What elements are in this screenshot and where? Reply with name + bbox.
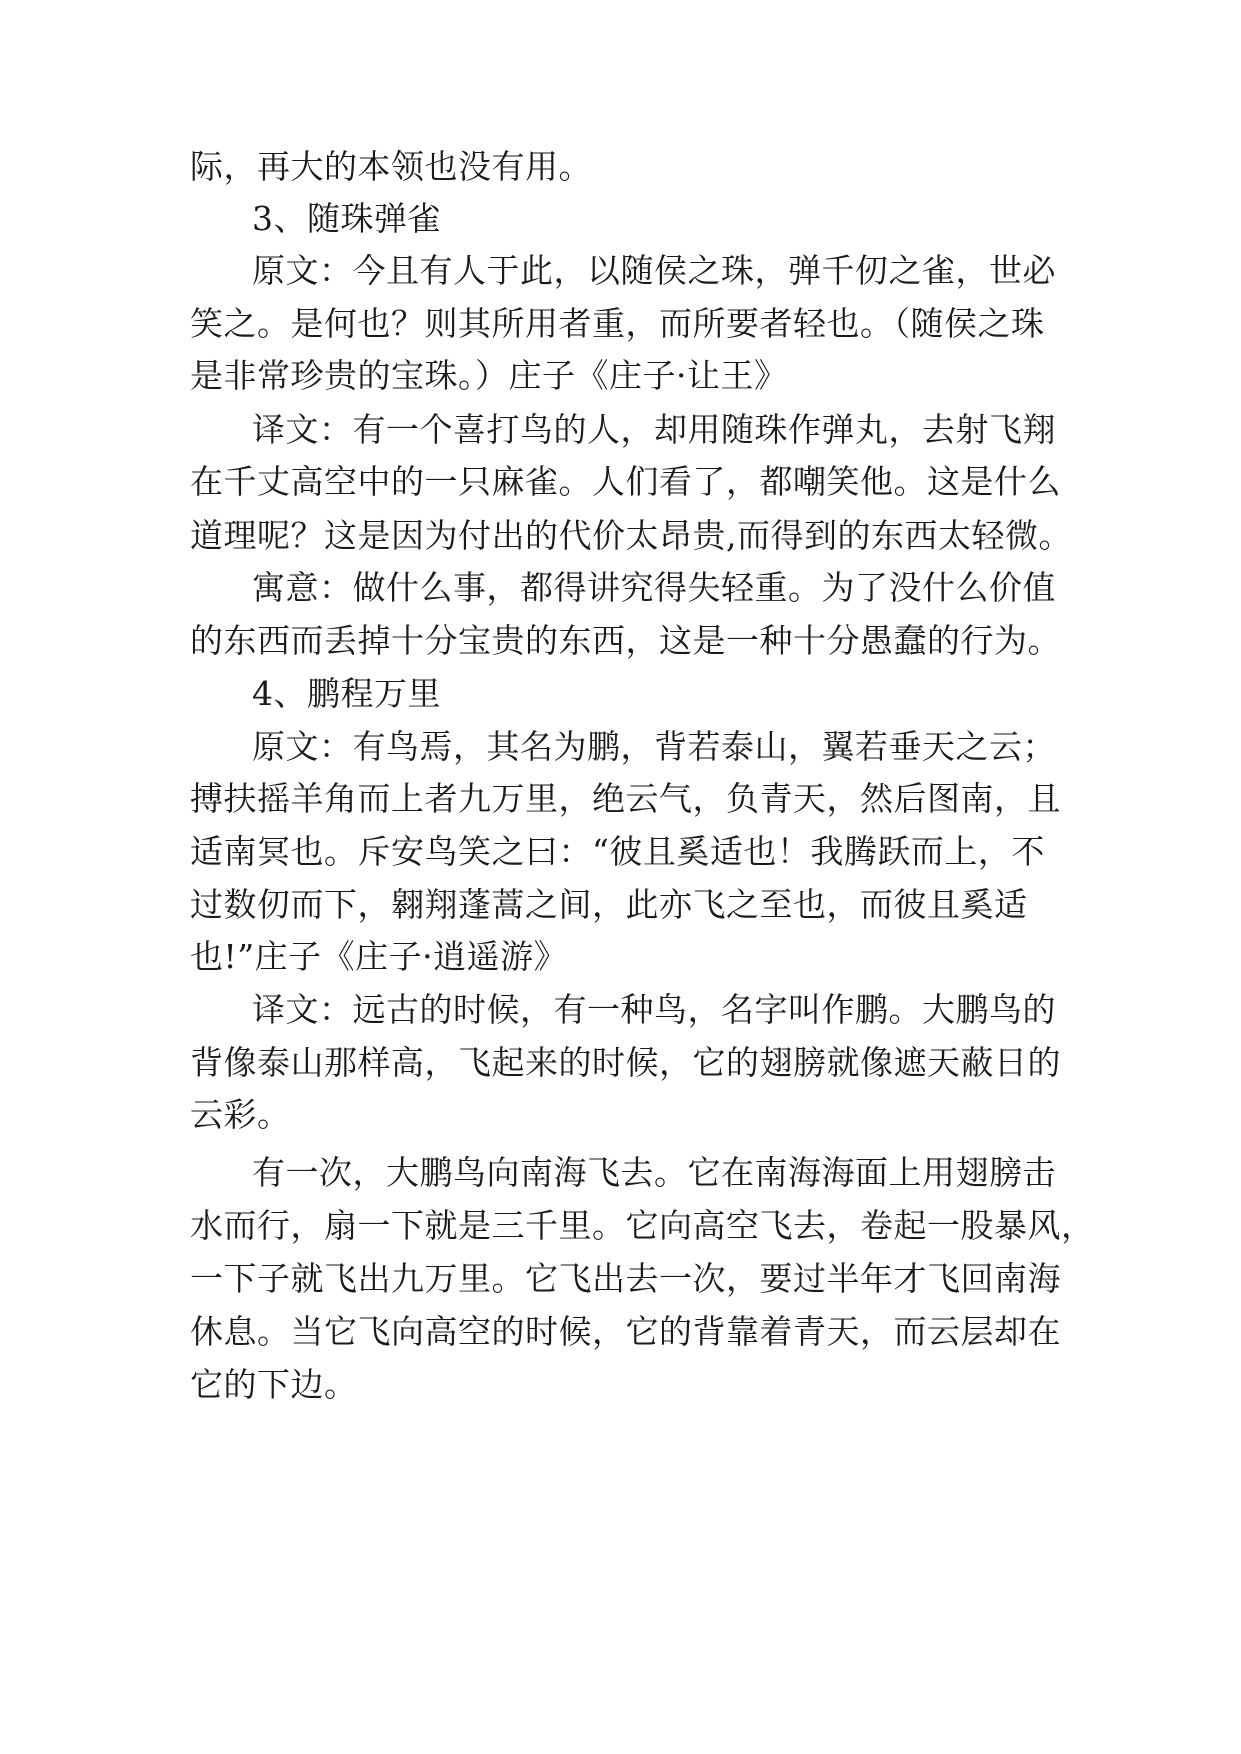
paragraph-line: 过数仞而下，翱翔蓬蒿之间，此亦飞之至也，而彼且奚适 [190, 885, 1028, 924]
paragraph-line: 水而行，扇一下就是三千里。它向高空飞去，卷起一股暴风， [190, 1206, 1095, 1245]
paragraph-line: 云彩。 [190, 1095, 291, 1134]
paragraph-line: 译文：远古的时候，有一种鸟，名字叫作鹏。大鹏鸟的 [252, 990, 1056, 1029]
paragraph-line: 在千丈高空中的一只麻雀。人们看了，都嘲笑他。这是什么 [190, 462, 1061, 501]
paragraph-line: 搏扶摇羊角而上者九万里，绝云气，负青天，然后图南，且 [190, 779, 1061, 818]
paragraph-line: 译文：有一个喜打鸟的人，却用随珠作弹丸，去射飞翔 [252, 410, 1056, 449]
paragraph-line: 的东西而丢掉十分宝贵的东西，这是一种十分愚蠢的行为。 [190, 621, 1061, 660]
paragraph-line: 有一次，大鹏鸟向南海飞去。它在南海海面上用翅膀击 [252, 1153, 1056, 1192]
paragraph-line: 道理呢？这是因为付出的代价太昂贵,而得到的东西太轻微。 [190, 516, 1072, 555]
section-heading: 4、鹏程万里 [252, 674, 441, 713]
paragraph-line: 也!”庄子《庄子·逍遥游》 [190, 937, 568, 976]
paragraph-line: 一下子就飞出九万里。它飞出去一次，要过半年才飞回南海 [190, 1259, 1061, 1298]
paragraph-line: 原文：有鸟焉，其名为鹏，背若泰山，翼若垂天之云； [252, 727, 1056, 766]
paragraph-line: 休息。当它飞向高空的时候，它的背靠着青天，而云层却在 [190, 1312, 1061, 1351]
paragraph-line: 它的下边。 [190, 1365, 358, 1404]
paragraph-line: 寓意：做什么事，都得讲究得失轻重。为了没什么价值 [252, 568, 1056, 607]
paragraph-line: 适南冥也。斥安鸟笑之曰：“彼且奚适也！我腾跃而上，不 [190, 832, 1045, 871]
section-heading: 3、随珠弹雀 [252, 199, 441, 238]
paragraph-line: 是非常珍贵的宝珠。）庄子《庄子·让王》 [190, 356, 788, 395]
paragraph-line: 际，再大的本领也没有用。 [190, 147, 592, 186]
paragraph-line: 笑之。是何也？则其所用者重，而所要者轻也。（随侯之珠 [190, 304, 1045, 343]
paragraph-line: 原文：今且有人于此，以随侯之珠，弹千仞之雀，世必 [252, 251, 1056, 290]
paragraph-line: 背像泰山那样高，飞起来的时候，它的翅膀就像遮天蔽日的 [190, 1043, 1061, 1082]
